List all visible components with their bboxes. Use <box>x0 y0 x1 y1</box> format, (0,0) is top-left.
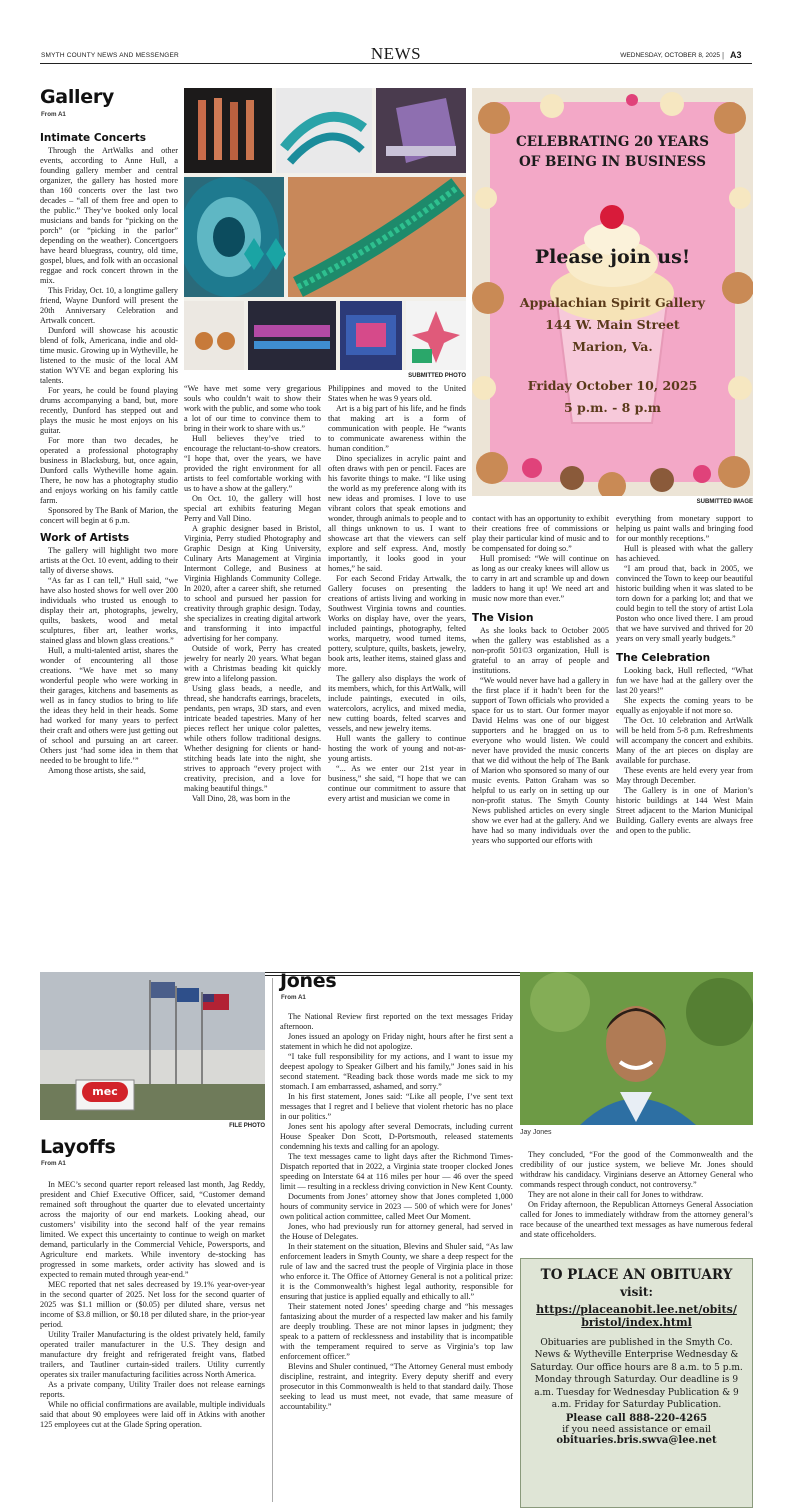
paragraph: The gallery also displays the work of its members, which, for this ArtWalk, will include paintings, executed in oils, watercolors, acrylics, and mixed media, new cutting boards, felted scarves and vessels, and new jewelry items. <box>328 674 466 733</box>
obit-email[interactable]: obituaries.bris.swva@lee.net <box>556 1435 717 1447</box>
mec-sign-logo: mec <box>82 1082 128 1102</box>
header-rule <box>40 63 752 64</box>
jones-headline: Jones <box>280 970 337 992</box>
paragraph: The gallery will highlight two more artists at the Oct. 10 event, adding to their tally of diverse shows. <box>40 545 178 575</box>
paragraph: In MEC’s second quarter report released last month, Jag Reddy, president and Chief Executive Officer, said, “Customer demand remained soft throughout the quarter due to elevated uncertainty across the majority of our end markets. Looking ahead, our customers’ visibility into the second half of the year remains limited. We expect this uncertainty to continue to weigh on market demand, particularly in the Commercial Vehicle, Powersports, and Agriculture end markets. While inventory de-stocking has progressed in some markets, order activity has slowed and is expected to remain muted through year-end.” <box>40 1180 265 1279</box>
paragraph: The Gallery is in one of Marion’s historic buildings at 144 West Main Street adjacent to the Marion Municipal Building. Gallery events are always free and open to the public. <box>616 785 753 835</box>
layoffs-jump-label: From A1 <box>41 1160 66 1167</box>
paragraph: On Oct. 10, the gallery will host special art exhibits featuring Megan Perry and Vall Dino. <box>184 494 321 523</box>
gallery-headline: Gallery <box>40 86 114 108</box>
publication-name: SMYTH COUNTY NEWS AND MESSENGER <box>41 52 179 59</box>
issue-date: WEDNESDAY, OCTOBER 8, 2025 <box>620 52 720 59</box>
gallery-column-3 <box>328 384 466 968</box>
gallery-column-1 <box>40 128 178 968</box>
paragraph: For more than two decades, he operated a professional photography business in Blacksburg, but, once again, Dunford calls Wytheville home again. There, he now has a photography studio and enjoys working on his family cattle farm. <box>40 435 178 505</box>
paragraph: Using glass beads, a needle, and thread, she handcrafts earrings, bracelets, pendants, pen wraps, 3D stars, and even intricate beaded tapestries. Many of her pieces reflect her unique color palettes, while others follow traditional designs. Whether designing for clients or hand-stitching beads late into the night, she strives to approach “every project with creativity, precision, and a love for making beautiful things.” <box>184 684 321 793</box>
paragraph: Philippines and moved to the United States when he was 9 years old. <box>328 384 466 403</box>
portrait-caption: Jay Jones <box>520 1129 552 1136</box>
poster-headline-1: CELEBRATING 20 YEARS <box>516 134 709 150</box>
gallery-jump-label: From A1 <box>41 111 66 118</box>
paragraph: A graphic designer based in Bristol, Virginia, Perry studied Photography and Graphic Design at King University, Culinary Arts Management at Virginia Intermont College, and Business at Virginia Highlands Community College. In 2020, after a career shift, she returned to school and pursued her passion for creativity through graphic design. Today, she specializes in creating digital artwork and transforming it into impactful advertising for her company. <box>184 524 321 643</box>
paragraph: contact with has an opportunity to exhibit their creations free of commissions or play their particular kind of music and to be compensated for doing so.” <box>472 514 609 553</box>
paragraph: Hull believes they’ve tried to encourage the reluctant-to-show creators. “I hope that, over the years, we have provided the right environment for all artists to feel comfortable working with us to have a show at the gallery.” <box>184 434 321 493</box>
paragraph: While no official confirmations are available, multiple individuals said that about 90 employees were laid off in Atkins with another 125 employees cut at the Glade Spring operation. <box>40 1400 265 1429</box>
obit-info-text: Obituaries are published in the Smyth Co. News & Wytheville Enterprise Wednesday & Saturday. Our office hours are 8 a.m. to 5 p.m. Monday through Saturday. Our deadline is 9 a.m. Tuesday for Wednesday Publication & 9 a.m. Friday for Saturday Publication. <box>530 1338 743 1411</box>
gallery-column-4 <box>472 514 609 968</box>
paragraph: She expects the coming years to be equally as enjoyable if not more so. <box>616 695 753 715</box>
paragraph: Outside of work, Perry has created jewelry for nearly 20 years. What began with a Christmas beading kit quickly grew into a lifelong passion. <box>184 644 321 683</box>
paragraph: Jones issued an apology on Friday night, hours after he first sent a statement in which he did not apologize. <box>280 1032 513 1051</box>
paragraph: “We would never have had a gallery in the first place if it hadn’t been for the support of Town officials who provided a space for us to start. Our former mayor David Helms was one of our biggest supporters and he bragged on us to everyone who would listen. We could never have provided the music concerts that we did without the help of The Bank of Marion who sponsored so many of our music events. Patton Graham was so helpful to us early on in setting up our non-profit status. The Smyth County News published articles on every single show we ever had at the gallery. And we have had so many individuals over the years who supported our efforts with <box>472 675 609 845</box>
amethyst-pendant-icon <box>376 88 466 173</box>
obit-phone: Please call 888-220-4265 <box>565 1413 708 1425</box>
poster-invitation: Please join us! <box>534 246 691 268</box>
beaded-spiral-icon <box>248 301 336 370</box>
diamond-earrings-icon <box>242 228 288 288</box>
layoffs-headline: Layoffs <box>40 1136 116 1158</box>
photo-tile <box>376 88 466 173</box>
paragraph: “I take full responsibility for my actions, and I want to issue my deepest apology to Speaker Gilbert and his family,” Jones said in his second statement. “Reading back those words made me sick to my stomach. I am embarrassed, ashamed, and sorry.” <box>280 1052 513 1091</box>
photo-tile <box>184 301 244 370</box>
page-number: A3 <box>730 50 742 60</box>
gallery-column-5 <box>616 514 753 968</box>
paragraph: Jones sent his apology after several Democrats, including current House Speaker Don Scott, D-Portsmouth, released statements condemning his texts and calling for an apology. <box>280 1122 513 1151</box>
paragraph: Hull, a multi-talented artist, shares the wonder of encountering all those creations. “We have met so many wonderful people who were working in their garages, kitchens and basements as well as in fancy studios to bring to life the ideas they held in their heads. Some had worked for many years to perfect their craft and others were just getting out of school and pursuing an art career. Others just ‘had some idea in them that needed to be brought to life.’” <box>40 645 178 765</box>
paragraph: “We have met some very gregarious souls who couldn’t wait to show their work with the public, and some who took a lot of our time to convince them to bring in their work to share with us.” <box>184 384 321 433</box>
paragraph: Jones, who had previously run for attorney general, had served in the House of Delegates. <box>280 1222 513 1241</box>
jones-body <box>280 1012 513 1508</box>
paragraph: everything from monetary support to helping us paint walls and bringing food for our monthly receptions.” <box>616 514 753 543</box>
poster-venue-city: Marion, Va. <box>572 339 653 354</box>
beaded-strap-icon <box>288 177 466 297</box>
paragraph: Dunford will showcase his acoustic blend of folk, Americana, indie and old-time music. Growing up in Wytheville, he listened to the music of the local AM station WYVE and began exploring his talents. <box>40 325 178 385</box>
photo-tile <box>406 301 466 370</box>
mec-facility-photo <box>40 972 265 1120</box>
paragraph: The Oct. 10 celebration and ArtWalk will be held from 5-8 p.m. Refreshments will accompany the concert and exhibits. Many of the art pieces on display are available for purchase. <box>616 715 753 765</box>
paragraph: Dino specializes in acrylic paint and often draws with pen or pencil. Faces are his favorite things to make. “I like using the world as my preference along with its new ideas and promises. I love to use vibrant colors that speak emotions and wonder, through animals to people and to all things unknown to us. I want to showcase art that the viewers can self explore and self express. And, mostly importantly, it looks good in your homes,” he said. <box>328 454 466 573</box>
paragraph: Hull wants the gallery to continue hosting the work of young and not-as-young artists. <box>328 734 466 763</box>
paragraph: The text messages came to light days after the Richmond Times-Dispatch reported that in 2022, a Virginia state trooper clocked Jones speeding on Interstate 64 at 116 miles per hour — 46 over the speed limit — resulting in a reckless driving conviction in New Kent County. <box>280 1152 513 1191</box>
jones-jump-label: From A1 <box>281 994 306 1001</box>
paragraph: Looking back, Hull reflected, “What fun we have had at the gallery over the last 20 years!” <box>616 665 753 695</box>
subhead-concerts: Intimate Concerts <box>40 132 147 144</box>
earrings-icon <box>184 88 272 173</box>
paragraph: “As far as I can tell,” Hull said, “we have also hosted shows for well over 200 individuals who trusted us enough to display their art, photographs, jewelry, quilts, baskets, wood and metal sculptures, fiber art, leather works, stained glass and blown glass creations.” <box>40 575 178 645</box>
gallery-photo-credit: SUBMITTED PHOTO <box>408 373 466 379</box>
paragraph: Among those artists, she said, <box>48 765 146 775</box>
paragraph: These events are held every year from May through December. <box>616 765 753 785</box>
photo-tile <box>340 301 402 370</box>
paragraph: Hull is pleased with what the gallery has achieved. <box>616 544 753 563</box>
beaded-tapestry-icon <box>340 301 402 370</box>
photo-tile <box>276 88 372 173</box>
paragraph: MEC reported that net sales decreased by 19.1% year-over-year in the second quarter of 2025. Net loss for the second quarter of 2025 was $1.1 million or ($0.05) per diluted share, versus net income of $3.8 million, or $0.18 per diluted share, in the prior-year period. <box>40 1280 265 1329</box>
layoffs-photo-credit: FILE PHOTO <box>229 1123 265 1129</box>
header-separator: | <box>722 51 725 60</box>
paragraph: Hull promised: “We will continue on as long as our creaky knees will allow us to carry in art and scramble up and down ladders to hang it up! We need art and music now more than ever.” <box>472 554 609 603</box>
subhead-artists: Work of Artists <box>40 531 130 544</box>
beaded-bracelet-icon <box>276 88 372 173</box>
paragraph: Sponsored by The Bank of Marion, the concert will begin at 6 p.m. <box>40 505 178 525</box>
person-portrait-icon <box>520 972 753 1125</box>
paragraph: Utility Trailer Manufacturing is the oldest privately held, family operated trailer manufacturer in the U.S. They design and manufacture dry freight and refrigerated freight vans, flatbed trailers, and Tautliner curtain-sided trailers. Utility currently operates six trailer manufacturing facilities across North America. <box>40 1330 265 1379</box>
paragraph: “... As we enter our 21st year in business,” she said, “I hope that we can continue our commitment to assure that every artist and musician we come in <box>328 764 466 803</box>
paragraph: Art is a big part of his life, and he finds that making art is a form of communication with people. He “wants to communicate awareness within the human condition.” <box>328 404 466 453</box>
paragraph: Vall Dino, 28, was born in the <box>192 794 291 803</box>
obit-link-line-2[interactable]: bristol/index.html <box>581 1316 692 1329</box>
paragraph: For each Second Friday Artwalk, the Gallery focuses on presenting the creations of artists living and working in Southwest Virginia towns and counties. Works on display have, over the years, included paintings, photography, felted works, marquetry, wood turned items, pottery, sculpture, quilts, baskets, jewelry, book arts, leather items, stained glass and more. <box>328 574 466 673</box>
paragraph: As she looks back to October 2005 when the gallery was established as a non-profit 501©3 organization, Hull is grateful to an array of people and institutions. <box>472 625 609 675</box>
event-poster <box>472 88 753 496</box>
obit-link-line-1[interactable]: https://placeanobit.lee.net/obits/ <box>536 1303 737 1316</box>
paragraph: In his first statement, Jones said: “Like all people, I’ve sent text messages that I regret and I believe that violent rhetoric has no place in our politics.” <box>280 1092 513 1121</box>
obit-assist-text: if you need assistance or email <box>562 1424 711 1436</box>
drop-earrings-icon <box>184 301 244 370</box>
beaded-star-icon <box>406 301 466 370</box>
layoffs-body <box>40 1180 265 1506</box>
paragraph: This Friday, Oct. 10, a longtime gallery friend, Wayne Dunford will present the 20th Anniversary Celebration and Artwalk concert. <box>40 285 178 325</box>
poster-venue-street: 144 W. Main Street <box>545 317 680 332</box>
paragraph: Their statement noted Jones’ speeding charge and “his messages fantasizing about the murder of a respected law maker and his family are deeply troubling. These are not minor lapses in judgment; they speak to a pattern of recklessness and instability that is incompatible with the temperament required to serve as Virginia’s top law enforcement officer.” <box>280 1302 513 1361</box>
obit-title: TO PLACE AN OBITUARY <box>540 1267 733 1283</box>
paragraph: Blevins and Shuler continued, “The Attorney General must embody discipline, restraint, and integrity. Every deputy sheriff and every prosecutor in this Commonwealth is held to that standard daily. Those seeking to lead us must meet, not evade, that same measure of accountability.” <box>280 1362 513 1411</box>
paragraph: On Friday afternoon, the Republican Attorneys General Association called for Jones to immediately withdraw from the attorney general’s race because of the unearthed text messages as have numerous federal and state officeholders. <box>520 1200 753 1239</box>
subhead-celebration: The Celebration <box>616 652 711 664</box>
poster-venue-name: Appalachian Spirit Gallery <box>519 295 706 310</box>
poster-time: 5 p.m. - 8 p.m <box>564 400 661 415</box>
poster-headline-2: OF BEING IN BUSINESS <box>518 154 707 170</box>
gallery-column-2 <box>184 384 321 968</box>
photo-tile <box>248 301 336 370</box>
column-rule <box>272 978 273 1502</box>
paragraph: In their statement on the situation, Blevins and Shuler said, “As law enforcement leaders in Smyth County, we share a deep respect for the rule of law and the sacred trust the people of Virginia place in those who enforce it. The Office of Attorney General is not a political prize: it is the Commonwealth’s highest legal authority, responsible for ensuring that justice is applied equally and ethically to all.” <box>280 1242 513 1301</box>
flagpoles-icon <box>40 972 265 1120</box>
paragraph: “I am proud that, back in 2005, we convinced the Town to keep our beautiful historic building when it was slated to be torn down for a parking lot; and that we could begin to tell the story of artist Lola Poston who once lived there. I am proud that we have survived and thrived for 20 years on very small yearly budgets.” <box>616 564 753 643</box>
jones-body-right <box>520 1150 753 1252</box>
paragraph: Documents from Jones’ attorney show that Jones completed 1,000 hours of community service in 2023 — 500 of which were for Jones’ own political action committee, called Meet Our Moment. <box>280 1192 513 1221</box>
paragraph: For years, he could be found playing drums accompanying a band, but, more recently, Dunford has stepped out and plays the music he most enjoys on his guitar. <box>40 385 178 435</box>
paragraph: Through the ArtWalks and other events, according to Anne Hull, a founding gallery member and central organizer, the gallery has hosted more than 160 concerts over the last two decades – “all of them free and open to the public.” They’ve booked only local musicians and bands for “picking on the porch” (or “picking in the parlor” depending on the weather). Concertgoers have heard bluegrass, country, old time, gospel, blues, and folk with an occasional reggae and rock concert thrown in the mix. <box>40 145 178 285</box>
section-name: NEWS <box>370 44 422 63</box>
poster-date: Friday October 10, 2025 <box>527 378 698 393</box>
poster-credit: SUBMITTED IMAGE <box>696 499 753 505</box>
paragraph: They concluded, “For the good of the Commonwealth and the credibility of our justice system, we believe Mr. Jones should withdraw his candidacy. Virginians deserve an Attorney General who commands respect through conduct, not controversy.” <box>520 1150 753 1189</box>
obituary-notice-box <box>520 1258 753 1508</box>
jewelry-photo-collage <box>184 88 466 370</box>
photo-tile <box>288 177 466 297</box>
paragraph: They are not alone in their call for Jones to withdraw. <box>528 1190 704 1199</box>
obit-visit-label: visit: <box>620 1285 653 1299</box>
photo-tile <box>184 88 272 173</box>
jay-jones-portrait <box>520 972 753 1125</box>
paragraph: As a private company, Utility Trailer does not release earnings reports. <box>40 1380 265 1399</box>
paragraph: The National Review first reported on the text messages Friday afternoon. <box>280 1012 513 1031</box>
subhead-vision: The Vision <box>472 612 534 624</box>
